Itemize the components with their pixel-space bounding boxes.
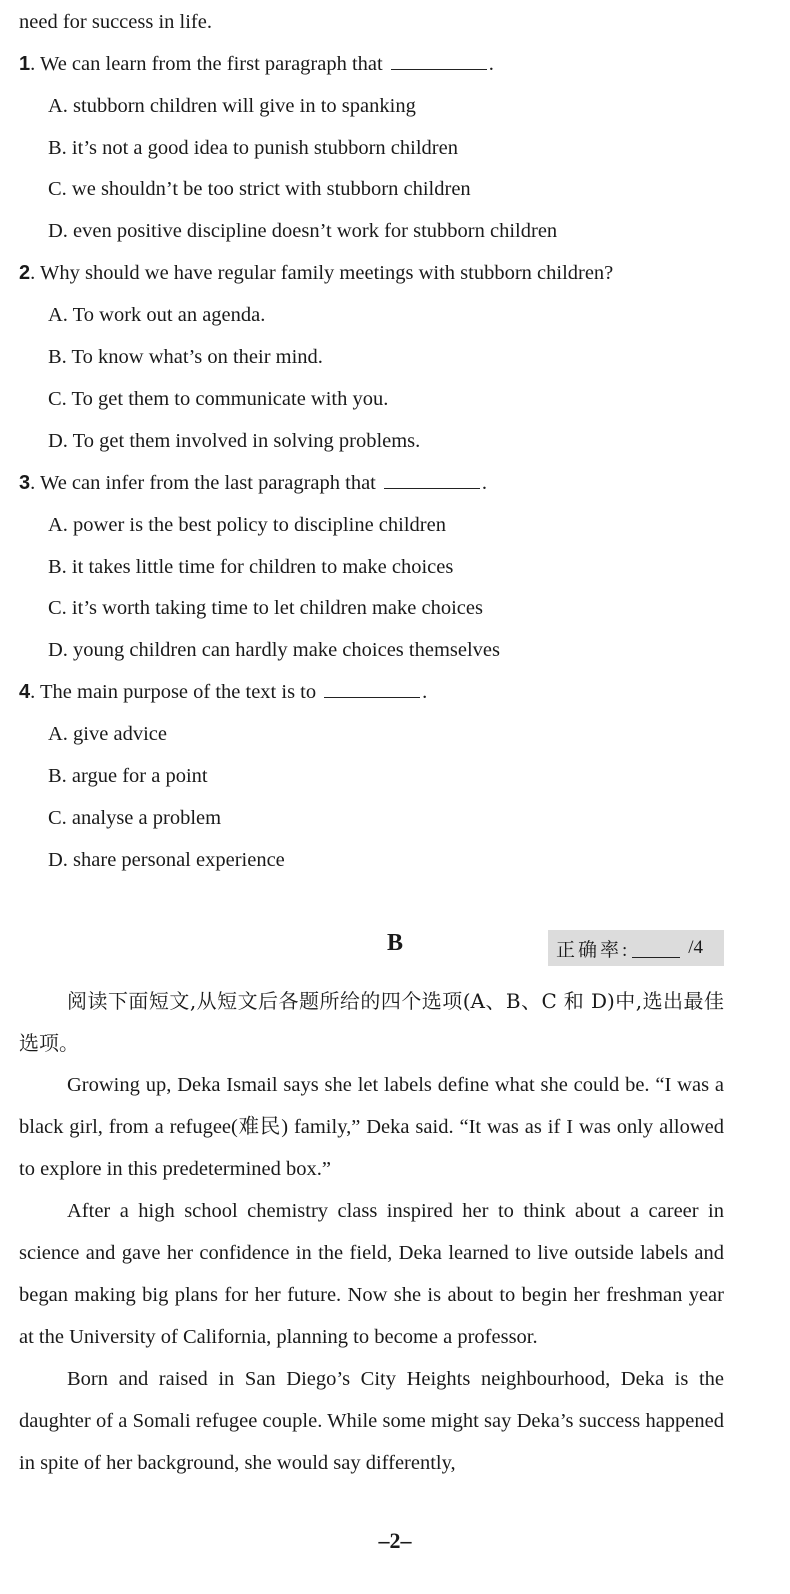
top-line: need for success in life.: [19, 11, 212, 33]
score-total: /4: [688, 937, 704, 958]
question-stem-end: .: [481, 472, 488, 494]
question-stem: . The main purpose of the text is to: [30, 681, 317, 703]
question-1: [19, 50, 494, 78]
option-1b: B. it’s not a good idea to punish stubborn children: [48, 137, 458, 159]
option-3d: D. young children can hardly make choices themselves: [48, 639, 500, 661]
score-box: [548, 930, 724, 966]
question-number: 2: [19, 262, 31, 284]
answer-blank: [324, 679, 420, 698]
option-4b: B. argue for a point: [48, 765, 208, 787]
passage-paragraph-1: Growing up, Deka Ismail says she let labels define what she could be. “I was a black girl, from a refugee(难民) family,” Deka said. “It was as if I was only allowed to explore in this predetermined box.”: [19, 1074, 724, 1180]
question-3: [19, 469, 487, 497]
question-stem: . Why should we have regular family meetings with stubborn children?: [30, 262, 614, 284]
question-4: [19, 678, 427, 706]
answer-blank: [391, 51, 487, 70]
question-number: 1: [19, 53, 31, 75]
option-4c: C. analyse a problem: [48, 807, 222, 829]
question-number: 3: [19, 472, 31, 494]
option-2d: D. To get them involved in solving problems.: [48, 430, 421, 452]
instructions: [19, 980, 724, 1064]
option-2a: A. To work out an agenda.: [48, 304, 266, 326]
option-4a: A. give advice: [48, 723, 167, 745]
score-label: 正确率:: [556, 939, 631, 961]
question-2: [19, 259, 613, 287]
page-number: –2–: [378, 1528, 412, 1553]
question-stem: . We can infer from the last paragraph that: [30, 472, 376, 494]
passage-paragraph-2: After a high school chemistry class inspired her to think about a career in science and gave her confidence in the field, Deka learned to live outside labels and began making big plans for her future. Now she is about to begin her freshman year at the University of California, planning to become a professor.: [19, 1200, 724, 1348]
option-4d: D. share personal experience: [48, 849, 285, 871]
option-3a: A. power is the best policy to discipline children: [48, 514, 446, 536]
option-2c: C. To get them to communicate with you.: [48, 388, 389, 410]
score-blank: [632, 939, 680, 958]
passage-paragraph-3: Born and raised in San Diego’s City Heights neighbourhood, Deka is the daughter of a Somali refugee couple. While some might say Deka’s success happened in spite of her background, she would say differently,: [19, 1368, 724, 1474]
option-1c: C. we shouldn’t be too strict with stubborn children: [48, 178, 471, 200]
option-3c: C. it’s worth taking time to let children make choices: [48, 597, 483, 619]
answer-blank: [384, 470, 480, 489]
passage: [19, 1064, 724, 1484]
instructions-text: 阅读下面短文,从短文后各题所给的四个选项(A、B、C 和 D)中,选出最佳选项。: [19, 989, 724, 1055]
option-2b: B. To know what’s on their mind.: [48, 346, 323, 368]
question-stem: . We can learn from the first paragraph that: [30, 53, 383, 75]
option-1a: A. stubborn children will give in to spanking: [48, 95, 416, 117]
question-stem-end: .: [422, 681, 428, 703]
question-number: 4: [19, 681, 31, 703]
option-3b: B. it takes little time for children to make choices: [48, 556, 454, 578]
section-heading: B: [386, 930, 403, 956]
question-stem-end: .: [488, 53, 494, 75]
option-1d: D. even positive discipline doesn’t work for stubborn children: [48, 220, 558, 242]
